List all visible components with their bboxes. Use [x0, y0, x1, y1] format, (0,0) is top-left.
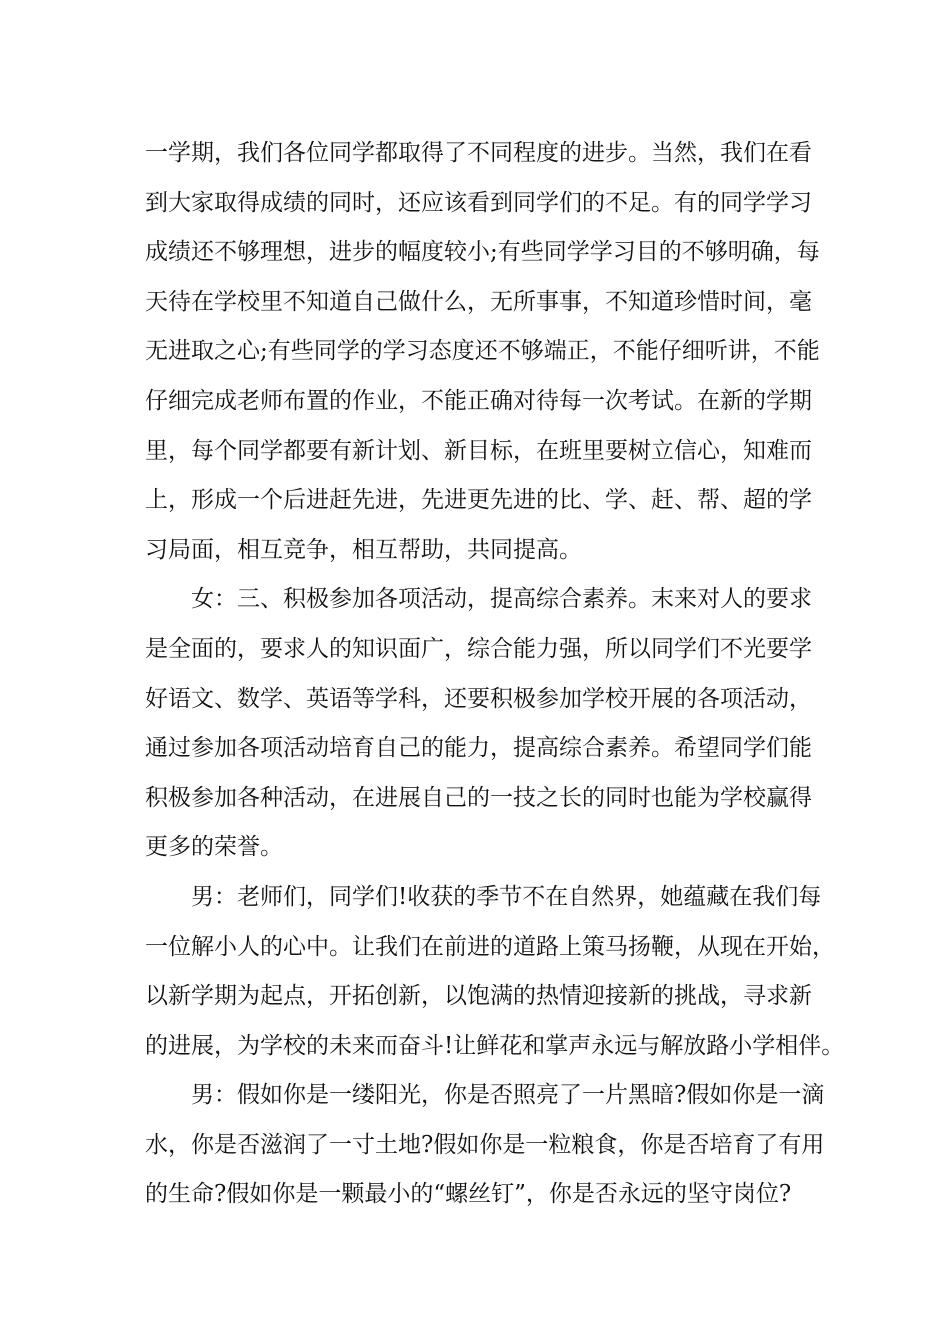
text-line: 更多的荣誉。: [145, 834, 283, 861]
text-line: 仔细完成老师布置的作业，不能正确对待每一次考试。在新的学期: [145, 387, 812, 414]
text-line: 习局面，相互竞争，相互帮助，共同提高。: [145, 536, 582, 563]
text-line: 通过参加各项活动培育自己的能力，提高综合素养。希望同学们能: [145, 735, 812, 762]
text-line: 水，你是否滋润了一寸土地?假如你是一粒粮食，你是否培育了有用: [145, 1131, 825, 1158]
document-body: [145, 129, 845, 1220]
text-line: 好语文、数学、英语等学科，还要积极参加学校开展的各项活动，: [145, 685, 812, 712]
text-line: 以新学期为起点，开拓创新，以饱满的热情迎接新的挑战，寻求新: [145, 983, 812, 1010]
text-line: 上，形成一个后进赶先进，先进更先进的比、学、赶、帮、超的学: [145, 487, 812, 514]
text-line: 男：老师们，同学们!收获的季节不在自然界，她蕴藏在我们每: [145, 883, 822, 910]
text-line: 的进展，为学校的未来而奋斗!让鲜花和掌声永远与解放路小学相伴。: [145, 1032, 845, 1059]
text-line: 无进取之心;有些同学的学习态度还不够端正，不能仔细听讲，不能: [145, 338, 820, 365]
text-line: 积极参加各种活动，在进展自己的一技之长的同时也能为学校赢得: [145, 784, 812, 811]
text-line: 一位解小人的心中。让我们在前进的道路上策马扬鞭，从现在开始，: [145, 933, 835, 960]
text-line: 是全面的，要求人的知识面广，综合能力强，所以同学们不光要学: [145, 635, 812, 662]
text-line: 一学期，我们各位同学都取得了不同程度的进步。当然，我们在看: [145, 140, 812, 166]
text-line: 男：假如你是一缕阳光，你是否照亮了一片黑暗?假如你是一滴: [145, 1082, 825, 1109]
text-line: 到大家取得成绩的同时，还应该看到同学们的不足。有的同学学习: [145, 189, 812, 216]
text-line: 天待在学校里不知道自己做什么，无所事事，不知道珍惜时间，毫: [145, 288, 812, 315]
text-line: 成绩还不够理想，进步的幅度较小;有些同学学习目的不够明确，每: [145, 239, 820, 266]
text-line: 的生命?假如你是一颗最小的“螺丝钉”，你是否永远的坚守岗位?: [145, 1181, 792, 1208]
text-line: 女：三、积极参加各项活动，提高综合素养。末来对人的要求: [145, 586, 812, 613]
text-line: 里，每个同学都要有新计划、新目标，在班里要树立信心，知难而: [145, 437, 812, 464]
